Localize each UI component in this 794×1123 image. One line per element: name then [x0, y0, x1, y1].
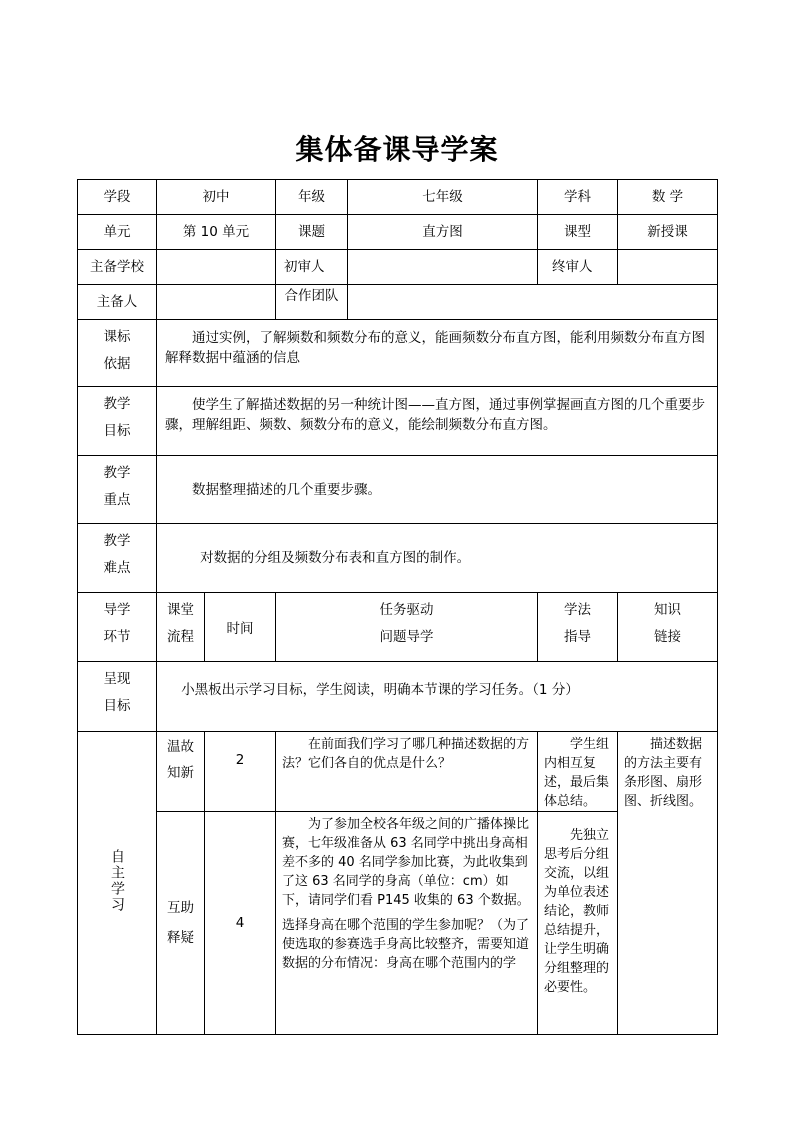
topic-value: 直方图 — [348, 215, 538, 250]
team-value[interactable] — [348, 285, 718, 320]
grade-value: 七年级 — [348, 180, 538, 215]
subject-label: 学科 — [538, 180, 618, 215]
type-label: 课型 — [538, 215, 618, 250]
page-title: 集体备课导学案 — [295, 133, 499, 166]
goal-label: 教学 目标 — [78, 387, 157, 456]
review-method: 学生组内相互复述，最后集体总结。 — [538, 732, 618, 812]
stage-label: 学段 — [78, 180, 157, 215]
subject-value: 数 学 — [618, 180, 718, 215]
review-task: 在前面我们学习了哪几种描述数据的方法？它们各自的优点是什么？ — [276, 732, 538, 812]
first-review-value[interactable] — [348, 250, 538, 285]
mutual-method: 先独立思考后分组交流，以组为单位表述结论，教师总结提升，让学生明确分组整理的必要性。 — [538, 812, 618, 1035]
standard-label: 课标 依据 — [78, 320, 157, 387]
flow-time-header: 时间 — [205, 593, 276, 662]
mutual-time: 4 — [205, 812, 276, 1035]
flow-knowledge-header: 知识 链接 — [618, 593, 718, 662]
final-review-label: 终审人 — [538, 250, 618, 285]
preparer-value[interactable] — [157, 285, 276, 320]
school-label: 主备学校 — [78, 250, 157, 285]
lesson-plan-table — [77, 179, 718, 1035]
key-text: 数据整理描述的几个重要步骤。 — [157, 456, 718, 524]
key-label: 教学 重点 — [78, 456, 157, 524]
first-review-label: 初审人 — [276, 250, 348, 285]
difficulty-text: 对数据的分组及频数分布表和直方图的制作。 — [157, 524, 718, 593]
present-text: 小黑板出示学习目标，学生阅读，明确本节课的学习任务。（1 分） — [157, 662, 718, 732]
goal-text: 使学生了解描述数据的另一种统计图——直方图，通过事例掌握画直方图的几个重要步骤，理解组距、频数、频数分布的意义，能绘制频数分布直方图。 — [157, 387, 718, 456]
difficulty-label: 教学 难点 — [78, 524, 157, 593]
flow-guide-header: 导学 环节 — [78, 593, 157, 662]
flow-method-header: 学法 指导 — [538, 593, 618, 662]
mutual-flow-label: 互助 释疑 — [157, 812, 205, 1035]
review-flow-label: 温故 知新 — [157, 732, 205, 812]
preparer-label: 主备人 — [78, 285, 157, 320]
type-value: 新授课 — [618, 215, 718, 250]
topic-label: 课题 — [276, 215, 348, 250]
grade-label: 年级 — [276, 180, 348, 215]
review-time: 2 — [205, 732, 276, 812]
standard-text: 通过实例，了解频数和频数分布的意义，能画频数分布直方图，能利用频数分布直方图解释数据中蕴涵的信息 — [157, 320, 718, 387]
team-label: 合作团队 — [276, 285, 348, 320]
stage-value: 初中 — [157, 180, 276, 215]
present-label: 呈现 目标 — [78, 662, 157, 732]
self-study-knowledge: 描述数据的方法主要有条形图、扇形图、折线图。 — [618, 732, 718, 1035]
unit-value: 第 10 单元 — [157, 215, 276, 250]
mutual-task: 为了参加全校各年级之间的广播体操比赛，七年级准备从 63 名同学中挑出身高相差不多的 40 名同学参加比赛，为此收集到了这 63 名同学的身高（单位：cm）如下，请同学们看 P145 收集的 63 个数据。 选择身高在哪个范围的学生参加呢？（为了使选取的参赛选手身高比较整齐，需要知道数据的分布情况：身高在哪个范围内的学 — [276, 812, 538, 1035]
school-value[interactable] — [157, 250, 276, 285]
flow-task-header: 任务驱动 问题导学 — [276, 593, 538, 662]
flow-class-header: 课堂 流程 — [157, 593, 205, 662]
unit-label: 单元 — [78, 215, 157, 250]
self-study-label: 自主学习 — [78, 732, 157, 1035]
final-review-value[interactable] — [618, 250, 718, 285]
